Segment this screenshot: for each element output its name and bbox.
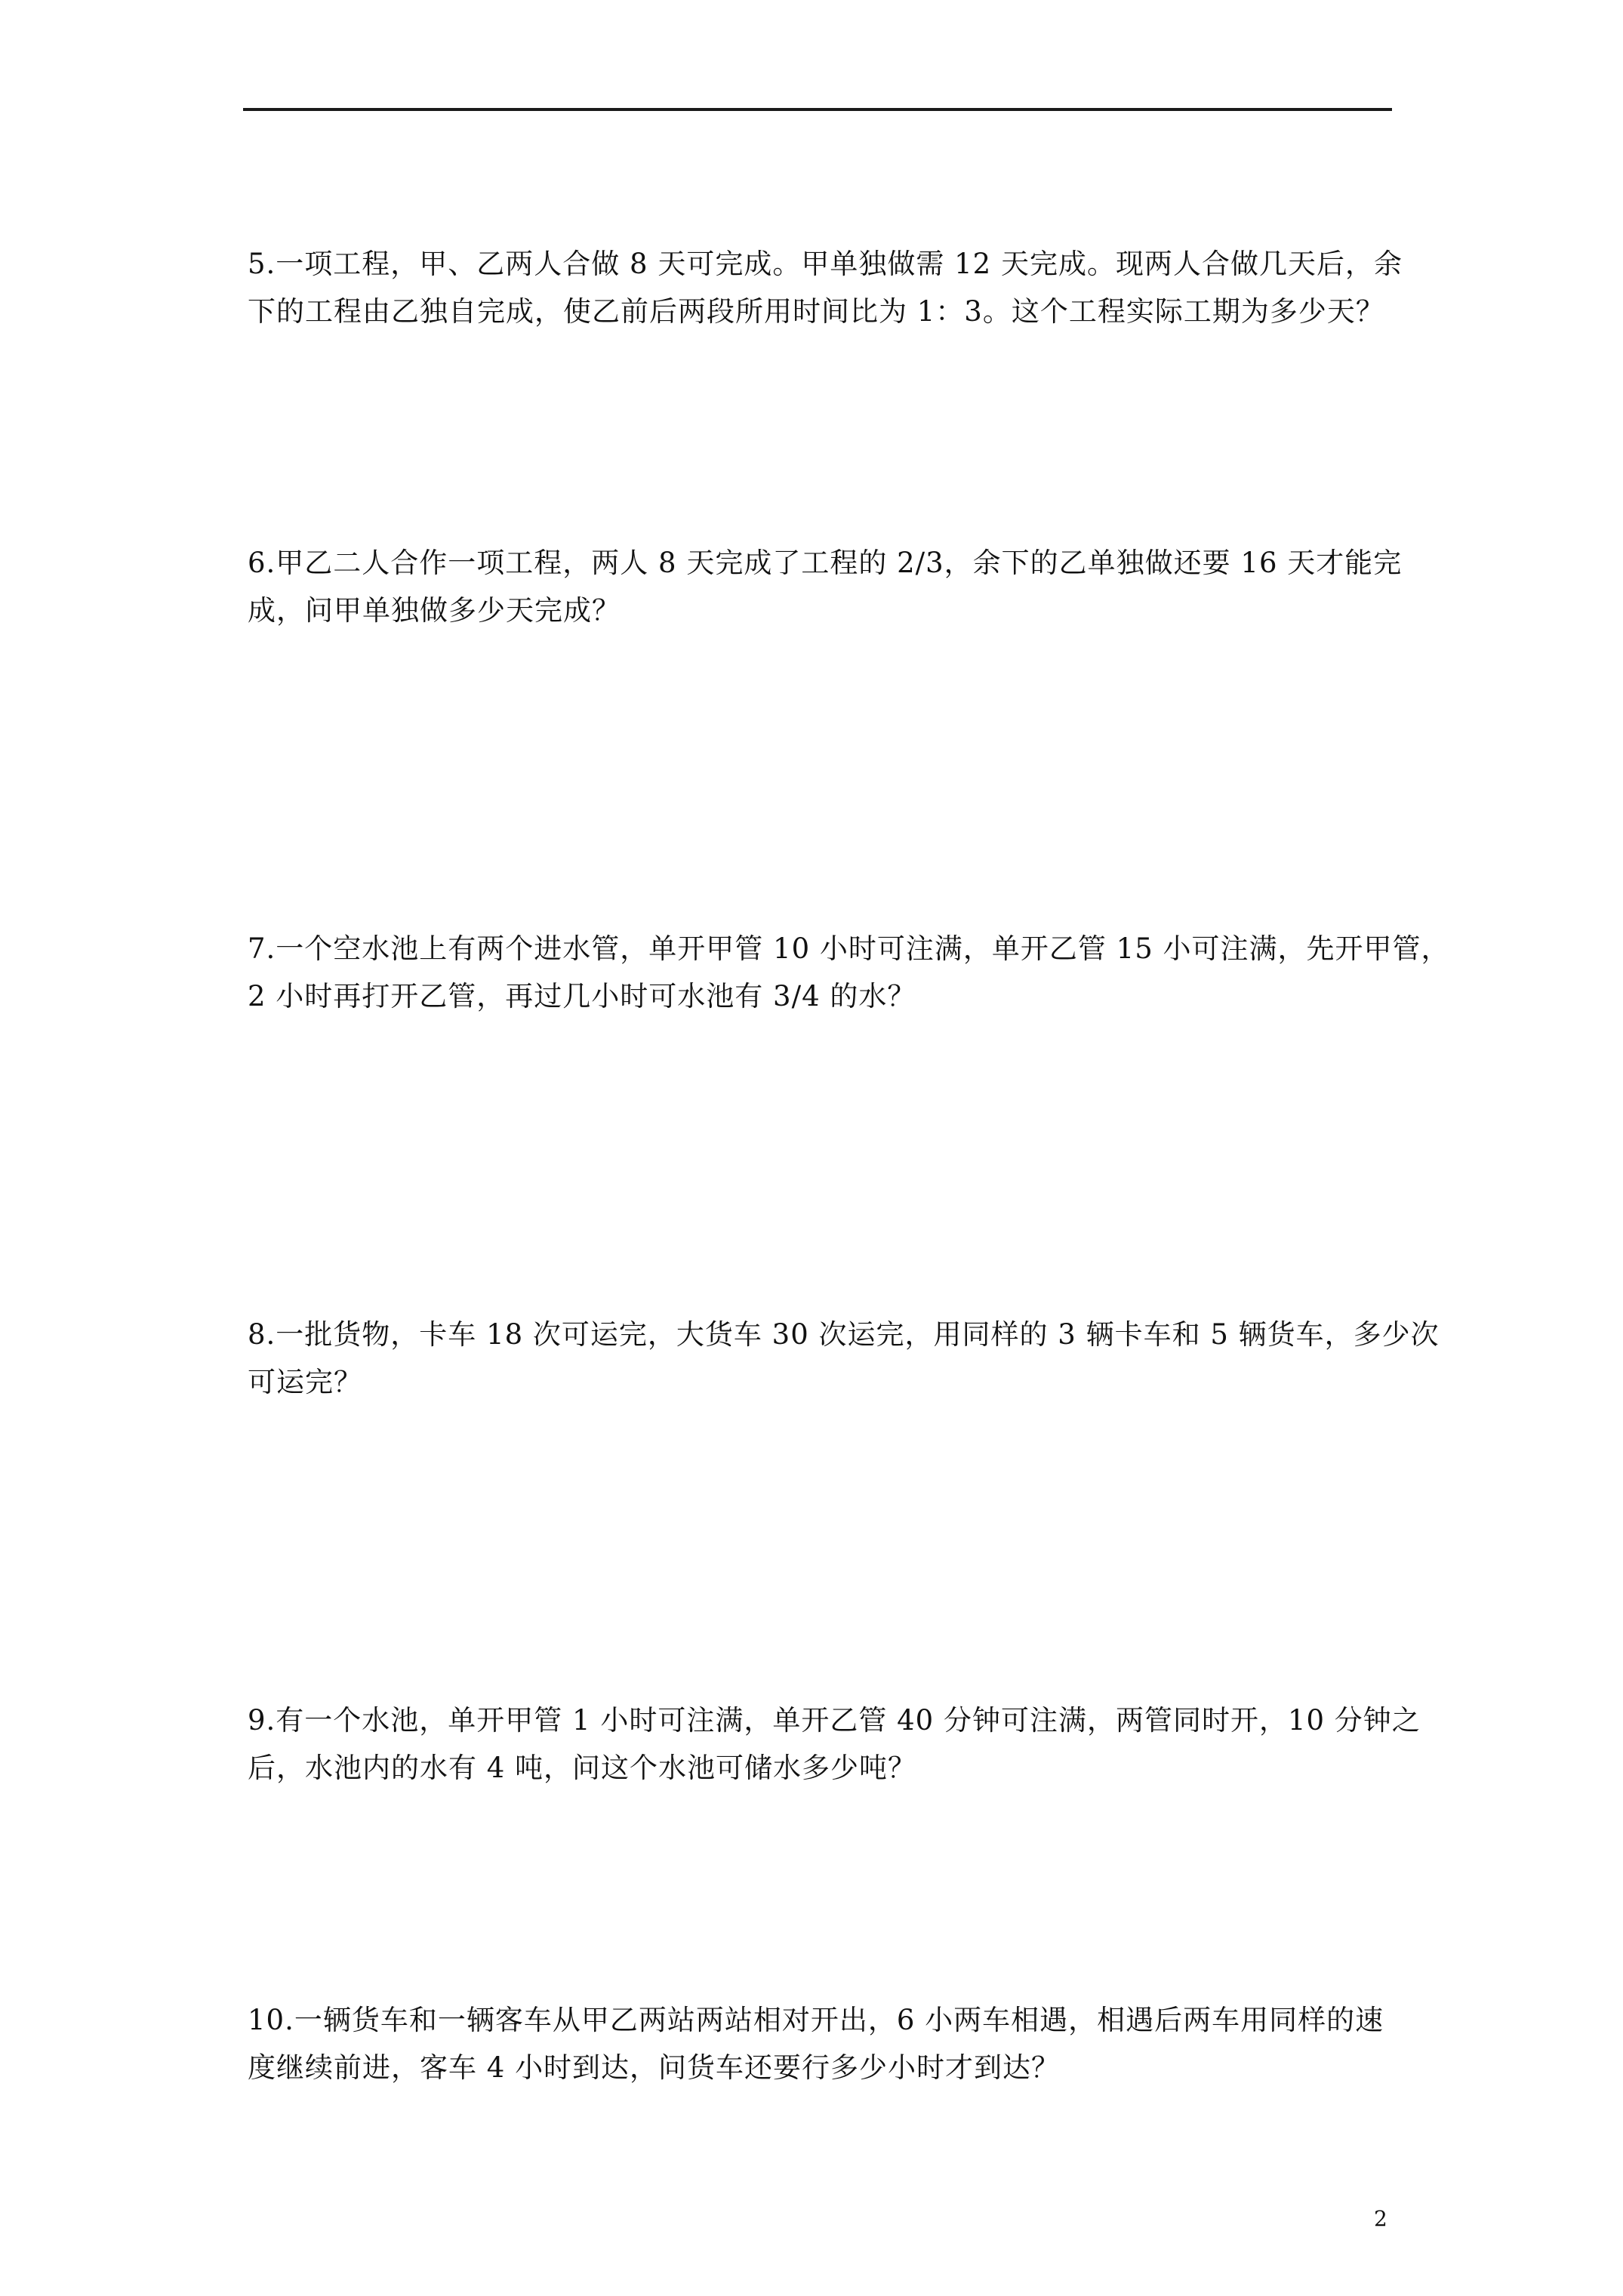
problem-line: 10.一辆货车和一辆客车从甲乙两站两站相对开出，6 小两车相遇，相遇后两车用同样的速 <box>248 2004 1384 2036</box>
problem-line: 2 小时再打开乙管，再过几小时可水池有 3/4 的水？ <box>248 980 916 1012</box>
problem-line: 8.一批货物，卡车 18 次可运完，大货车 30 次运完，用同样的 3 辆卡车和 5 辆货车，多少次 <box>248 1318 1440 1351</box>
problem-line: 度继续前进，客车 4 小时到达，问货车还要行多少小时才到达？ <box>248 2051 1061 2084</box>
problem-line: 7.一个空水池上有两个进水管，单开甲管 10 小时可注满，单开乙管 15 小可注满，先开甲管， <box>248 932 1450 965</box>
problem-line: 5.一项工程，甲、乙两人合做 8 天可完成。甲单独做需 12 天完成。现两人合做几天后，余 <box>248 248 1403 280</box>
problem-9 <box>248 1697 1421 1792</box>
problem-line: 后，水池内的水有 4 吨，问这个水池可储水多少吨？ <box>248 1752 917 1784</box>
page-number: 2 <box>1374 2206 1387 2231</box>
problem-line: 下的工程由乙独自完成，使乙前后两段所用时间比为 1：3。这个工程实际工期为多少天？ <box>248 295 1384 328</box>
problem-8 <box>248 1311 1440 1406</box>
problem-6 <box>248 539 1403 634</box>
problem-5 <box>248 240 1403 335</box>
problem-line: 9.有一个水池，单开甲管 1 小时可注满，单开乙管 40 分钟可注满，两管同时开，10 分钟之 <box>248 1704 1421 1737</box>
header-rule <box>243 108 1392 111</box>
problem-line: 成，问甲单独做多少天完成？ <box>248 594 621 627</box>
problem-10 <box>248 1996 1397 2091</box>
problem-7 <box>248 925 1450 1020</box>
problem-line: 6.甲乙二人合作一项工程，两人 8 天完成了工程的 2/3，余下的乙单独做还要 16 天才能完 <box>248 547 1403 579</box>
problem-line: 可运完？ <box>248 1366 362 1398</box>
